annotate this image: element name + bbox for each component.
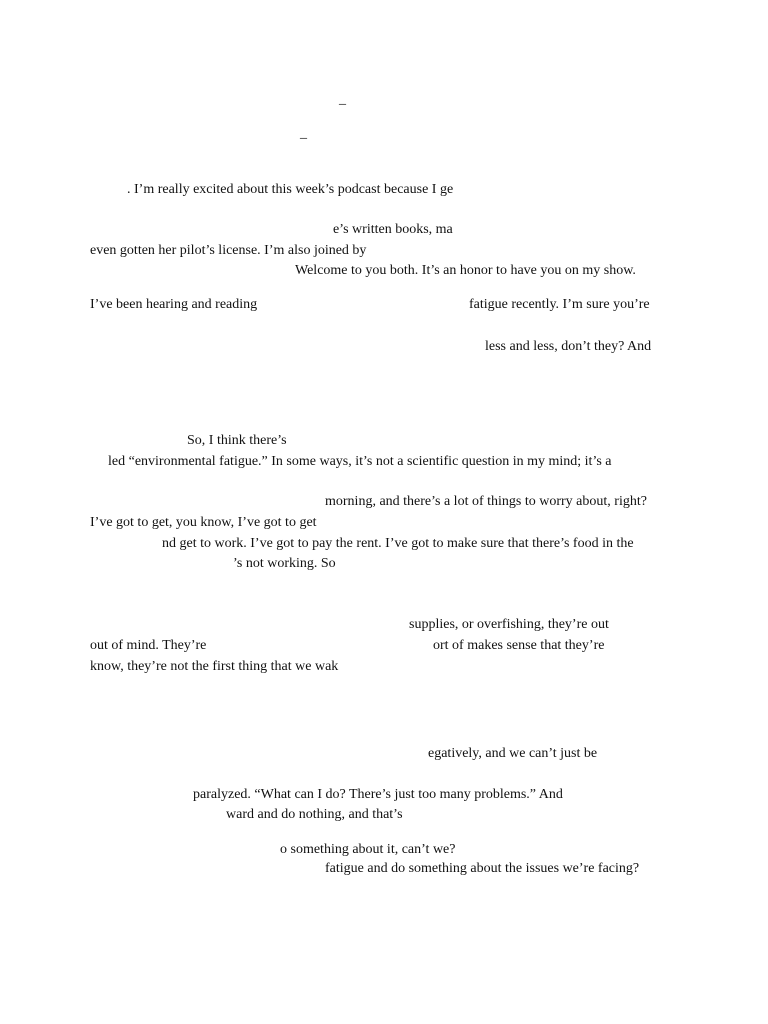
text-line: ’s not working. So (233, 556, 336, 571)
subheader-mark: _ (300, 126, 307, 141)
text-line: fatigue recently. I’m sure you’re (469, 297, 650, 312)
text-line: out of mind. They’re (90, 638, 207, 653)
text-line: ward and do nothing, and that’s (226, 807, 403, 822)
text-line: know, they’re not the first thing that we wak (90, 659, 339, 674)
text-line: supplies, or overfishing, they’re out (409, 617, 609, 632)
text-line: egatively, and we can’t just be (428, 746, 598, 761)
text-line: . I’m really excited about this week’s podcast because I ge (127, 182, 454, 197)
text-line: less and less, don’t they? And (485, 339, 652, 354)
text-line: o something about it, can’t we? (280, 842, 456, 857)
text-line: paralyzed. “What can I do? There’s just too many problems.” And (193, 787, 563, 802)
text-line: even gotten her pilot’s license. I’m also joined by (90, 243, 367, 258)
text-line: e’s written books, ma (333, 222, 453, 237)
text-line: nd get to work. I’ve got to pay the rent. I’ve got to make sure that there’s food in the (162, 536, 634, 551)
text-line: So, I think there’s (187, 433, 287, 448)
text-line: ort of makes sense that they’re (433, 638, 605, 653)
header-mark: _ (339, 92, 346, 107)
text-line: I’ve been hearing and reading (90, 297, 258, 312)
text-line: led “environmental fatigue.” In some ways, it’s not a scientific question in my mind; it’s a (108, 454, 612, 469)
text-line: fatigue and do something about the issues we’re facing? (325, 861, 640, 876)
text-line: I’ve got to get, you know, I’ve got to get (90, 515, 317, 530)
text-line: Welcome to you both. It’s an honor to have you on my show. (295, 263, 636, 278)
text-line: morning, and there’s a lot of things to worry about, right? (325, 494, 647, 509)
